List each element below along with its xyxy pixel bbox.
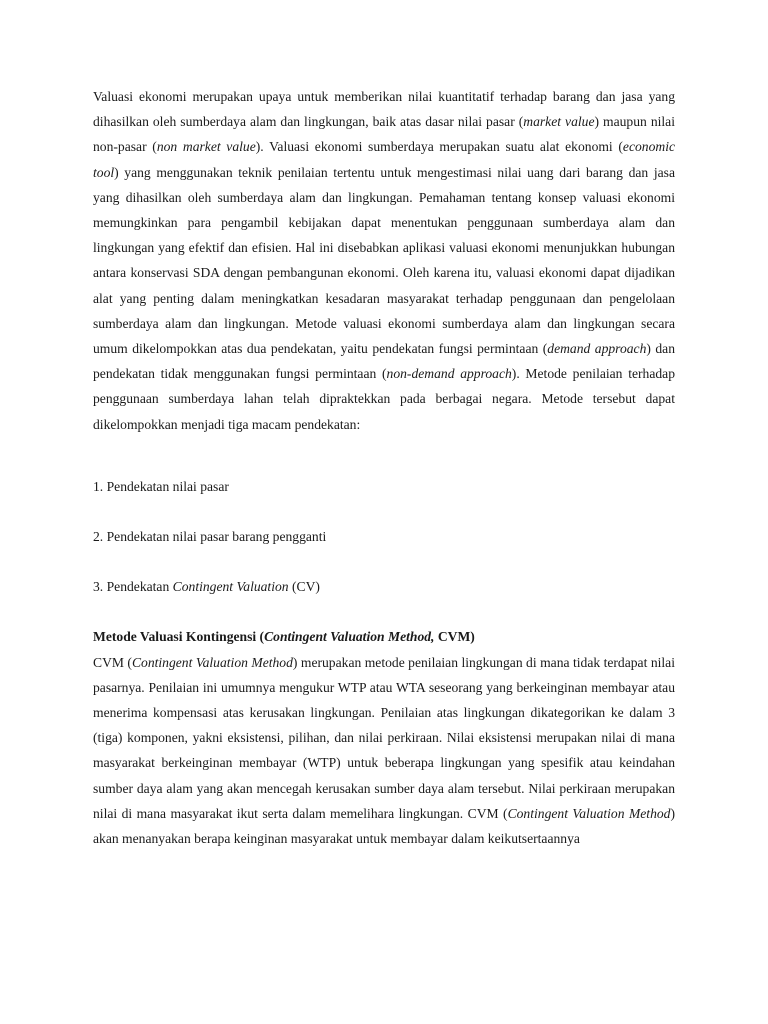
list-item-3-suffix: (CV) <box>288 579 320 595</box>
intro-text-1: Valuasi ekonomi merupakan upaya untuk memberikan nilai kuantitatif terhadap barang dan jasa yang dihasilkan oleh sumberdaya alam dan lingkungan, baik atas dasar nilai pasar ( <box>93 89 675 130</box>
list-item-1: 1. Pendekatan nilai pasar <box>93 478 229 494</box>
intro-term-non-market-value: non market value <box>156 139 256 155</box>
list-item-2: 2. Pendekatan nilai pasar barang pengganti <box>93 529 327 545</box>
list-item-3-prefix: 3. Pendekatan <box>93 579 173 595</box>
intro-text-5: ) dan pendekatan tidak menggunakan fungsi permintaan ( <box>93 341 675 382</box>
intro-text-3: ). Valuasi ekonomi sumberdaya merupakan suatu alat ekonomi ( <box>255 139 623 155</box>
intro-term-non-demand-approach: non-demand approach <box>386 366 512 382</box>
intro-text-2: ) maupun nilai non-pasar ( <box>93 114 675 155</box>
cvm-text-1: CVM ( <box>93 654 132 670</box>
intro-term-economic-tool: economic tool <box>93 139 676 180</box>
document-page <box>93 84 675 851</box>
cvm-term-1: Contingent Valuation Method <box>131 654 293 670</box>
intro-paragraph <box>93 84 675 437</box>
cvm-paragraph <box>93 650 675 852</box>
intro-term-market-value: market value <box>523 114 595 130</box>
intro-text-6: ). Metode penilaian terhadap penggunaan sumberdaya lahan telah dipraktekkan pada berbagai negara. Metode tersebut dapat dikelompokkan menjadi tiga macam pendekatan: <box>93 366 675 432</box>
heading-prefix: Metode Valuasi Kontingensi ( <box>93 629 265 645</box>
cvm-text-3: ) akan menanyakan berapa keinginan masyarakat untuk membayar dalam keikutsertaannya <box>93 805 675 847</box>
intro-text-4: ) yang menggunakan teknik penilaian tertentu untuk mengestimasi nilai uang dari barang dan jasa yang dihasilkan oleh sumberdaya alam dan lingkungan. Pemahaman tentang konsep valuasi ekonomi memungkinkan para pengambil kebijakan dapat menentukan penggunaan sumberdaya alam dan lingkungan yang efektif dan efisien. Hal ini disebabkan aplikasi valuasi ekonomi menunjukkan hubungan antara konservasi SDA dengan pembangunan ekonomi. Oleh karena itu, valuasi ekonomi dapat dijadikan alat yang penting dalam meningkatkan kesadaran masyarakat terhadap penggunaan dan pengelolaan sumberdaya alam dan lingkungan. Metode valuasi ekonomi sumberdaya alam dan lingkungan secara umum dikelompokkan atas dua pendekatan, yaitu pendekatan fungsi permintaan ( <box>93 164 675 357</box>
cvm-text-2: ) merupakan metode penilaian lingkungan di mana tidak terdapat nilai pasarnya. Penilaian ini umumnya mengukur WTP atau WTA seseorang yang berkeinginan membayar atau menerima kompensasi atas kerusakan lingkungan. Penilaian atas lingkungan dikategorikan ke dalam 3 (tiga) komponen, yakni eksistensi, pilihan, dan nilai perkiraan. Nilai eksistensi merupakan nilai di mana masyarakat berkeinginan membayar (WTP) untuk beberapa lingkungan yang spesifik atau keindahan sumber daya alam yang akan mencegah kerusakan sumber daya alam tersebut. Nilai perkiraan merupakan nilai di mana masyarakat ikut serta dalam memelihara lingkungan. CVM ( <box>93 654 675 821</box>
list-item-3-italic: Contingent Valuation <box>172 579 289 595</box>
section-heading <box>93 624 675 649</box>
list-item-3 <box>93 574 675 599</box>
heading-suffix: CVM) <box>434 629 475 645</box>
cvm-term-2: Contingent Valuation Method <box>507 805 671 821</box>
intro-term-demand-approach: demand approach <box>547 341 647 357</box>
heading-italic: Contingent Valuation Method, <box>264 629 435 645</box>
approach-list <box>93 474 675 600</box>
